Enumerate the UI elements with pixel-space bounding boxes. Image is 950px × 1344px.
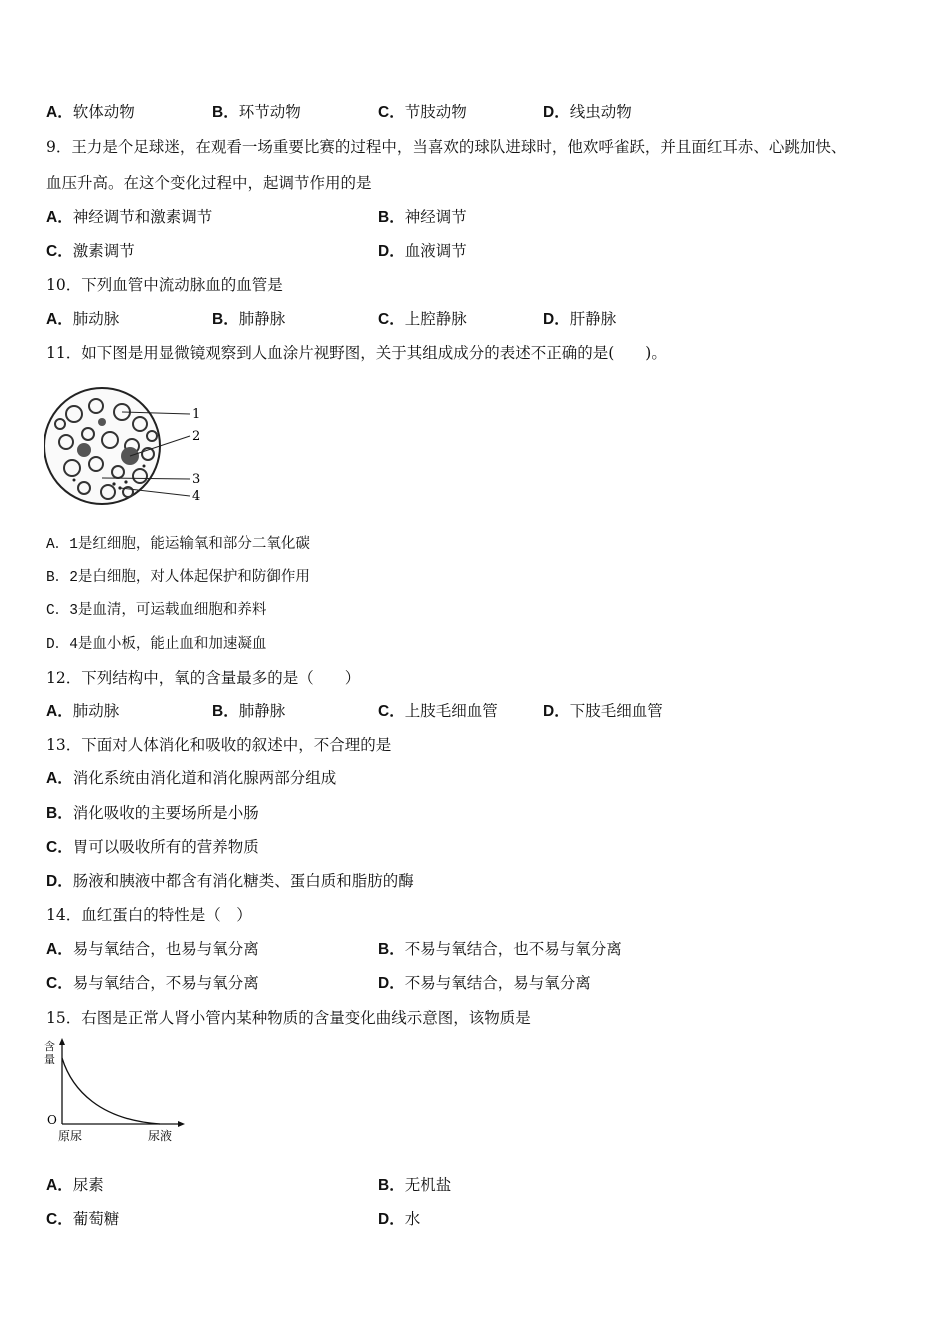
q11-option-c: C．3是血清，可运载血细胞和养料: [46, 603, 267, 619]
q12-stem: 12．下列结构中，氧的含量最多的是（ ）: [46, 669, 361, 687]
q9-stem-line1: 9．王力是个足球迷，在观看一场重要比赛的过程中，当喜欢的球队进球时，他欢呼雀跃，并且面红耳赤、心跳加快、: [46, 138, 847, 156]
q9-stem-line2: 血压升高。在这个变化过程中，起调节作用的是: [46, 174, 372, 192]
q9-option-d: D．血液调节: [378, 242, 467, 260]
kidney-tubule-graph: [40, 1036, 190, 1148]
q13-stem: 13．下面对人体消化和吸收的叙述中，不合理的是: [46, 736, 392, 754]
q12-option-b: B．肺静脉: [212, 702, 286, 720]
q15-option-b: B．无机盐: [378, 1176, 452, 1194]
q10-option-d: D．肝静脉: [543, 310, 617, 328]
x-axis-arrow: [178, 1121, 185, 1127]
x-start-label: 原尿: [58, 1129, 83, 1143]
figure-label-1: 1: [192, 407, 201, 422]
q15-stem: 15．右图是正常人肾小管内某种物质的含量变化曲线示意图，该物质是: [46, 1009, 531, 1027]
q11-option-a: A．1是红细胞，能运输氧和部分二氧化碳: [46, 537, 310, 553]
q11-option-d: D．4是血小板，能止血和加速凝血: [46, 637, 267, 653]
q9-option-c: C．激素调节: [46, 242, 135, 260]
q14-option-d: D．不易与氧结合，易与氧分离: [378, 974, 591, 992]
q14-option-b: B．不易与氧结合，也不易与氧分离: [378, 940, 622, 958]
q13-option-c: C．胃可以吸收所有的营养物质: [46, 838, 259, 856]
x-end-label: 尿液: [148, 1129, 173, 1143]
q9-option-a: A．神经调节和激素调节: [46, 208, 213, 226]
q8-option-a: A．软体动物: [46, 103, 135, 121]
q14-stem: 14．血红蛋白的特性是（ ）: [46, 906, 252, 924]
q11-option-b: B．2是白细胞，对人体起保护和防御作用: [46, 570, 310, 586]
y-label-char-2: 量: [44, 1053, 55, 1066]
q13-option-a: A．消化系统由消化道和消化腺两部分组成: [46, 769, 337, 787]
q13-option-b: B．消化吸收的主要场所是小肠: [46, 804, 259, 822]
y-axis-arrow: [59, 1038, 65, 1045]
q15-option-a: A．尿素: [46, 1176, 104, 1194]
q14-option-a: A．易与氧结合，也易与氧分离: [46, 940, 259, 958]
y-label-char-1: 含: [44, 1040, 55, 1053]
q15-option-d: D．水: [378, 1210, 421, 1228]
q11-stem: 11．如下图是用显微镜观察到人血涂片视野图，关于其组成成分的表述不正确的是( )。: [46, 344, 667, 362]
q14-option-c: C．易与氧结合，不易与氧分离: [46, 974, 259, 992]
q12-option-a: A．肺动脉: [46, 702, 120, 720]
figure-label-2: 2: [192, 429, 201, 444]
blood-smear-figure: [44, 384, 214, 512]
q10-stem: 10．下列血管中流动脉血的血管是: [46, 276, 283, 294]
q8-option-b: B．环节动物: [212, 103, 301, 121]
q15-option-c: C．葡萄糖: [46, 1210, 120, 1228]
q12-option-d: D．下肢毛细血管: [543, 702, 663, 720]
q10-option-c: C．上腔静脉: [378, 310, 467, 328]
q13-option-d: D．肠液和胰液中都含有消化糖类、蛋白质和脂肪的酶: [46, 872, 414, 890]
q8-option-c: C．节肢动物: [378, 103, 467, 121]
figure-label-4: 4: [192, 489, 201, 504]
q10-option-a: A．肺动脉: [46, 310, 120, 328]
figure-label-3: 3: [192, 472, 201, 487]
origin-label: O: [47, 1113, 57, 1127]
q10-option-b: B．肺静脉: [212, 310, 286, 328]
q9-option-b: B．神经调节: [378, 208, 467, 226]
q8-option-d: D．线虫动物: [543, 103, 632, 121]
q12-option-c: C．上肢毛细血管: [378, 702, 498, 720]
content-curve: [62, 1058, 160, 1124]
